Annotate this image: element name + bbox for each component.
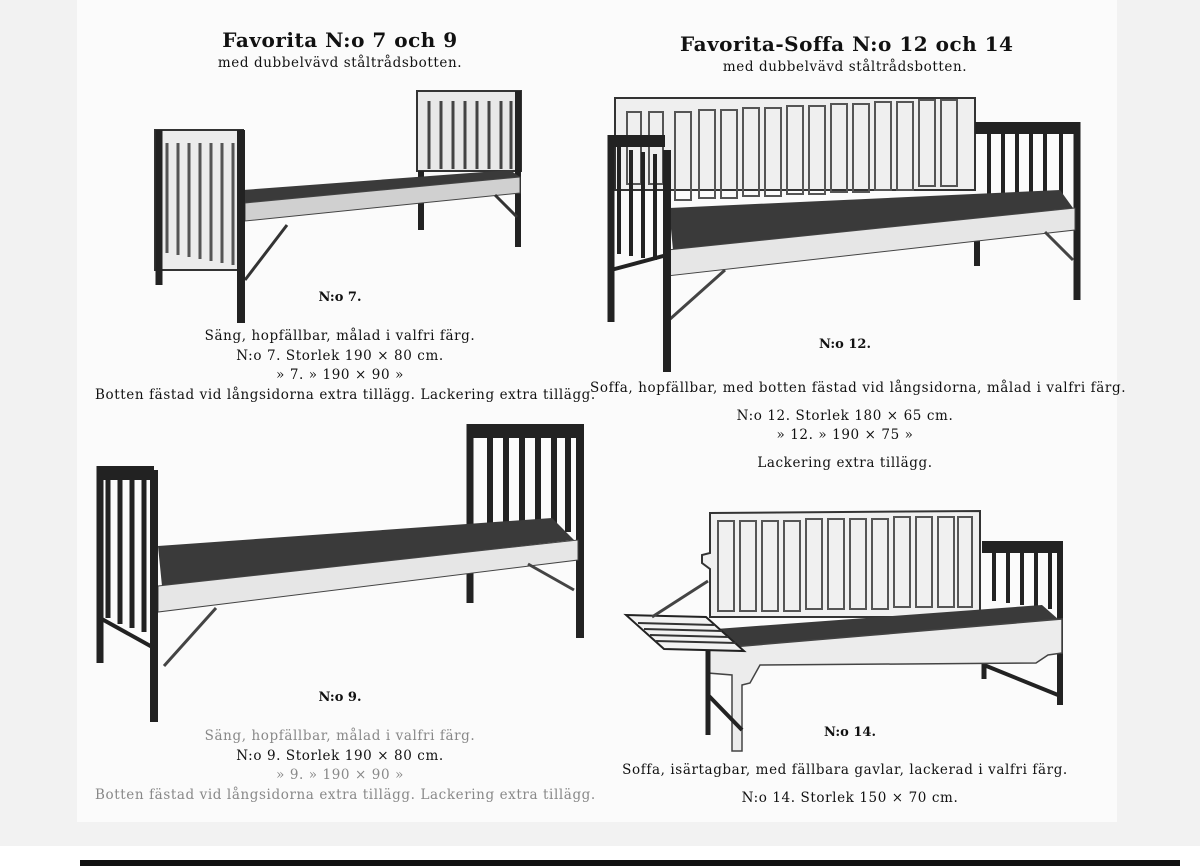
no9-size-1: N:o 9. Storlek 190 × 80 cm. [236,748,444,764]
right-subtitle: med dubbelvävd ståltrådsbotten. [722,59,968,75]
no7-description: Säng, hopfällbar, målad i valfri färg. [204,328,476,344]
no12-size-2: » 12. » 190 × 75 » [776,427,914,443]
left-subtitle: med dubbelvävd ståltrådsbotten. [217,55,463,71]
right-title: Favorita-Soffa N:o 12 och 14 [680,32,1014,56]
no12-description: Soffa, hopfällbar, med botten fästad vid långsidorna, målad i valfri färg. [590,380,1127,396]
no7-label: N:o 7. [318,290,362,305]
bed-no9-illustration [92,418,592,728]
left-title: Favorita N:o 7 och 9 [222,28,458,52]
no12-extra: Lackering extra tillägg. [757,455,933,471]
sofa-no14-illustration [622,505,1072,760]
no14-size-1: N:o 14. Storlek 150 × 70 cm. [741,790,959,806]
no9-description: Säng, hopfällbar, målad i valfri färg. [204,728,476,744]
no12-size-1: N:o 12. Storlek 180 × 65 cm. [736,408,954,424]
no14-description: Soffa, isärtagbar, med fällbara gavlar, lackerad i valfri färg. [622,762,1068,778]
no7-extra: Botten fästad vid långsidorna extra tillägg. Lackering extra tillägg. [95,387,596,403]
no14-label: N:o 14. [823,725,877,740]
no7-size-2: » 7. » 190 × 90 » [276,367,404,383]
no9-size-2: » 9. » 190 × 90 » [276,767,404,783]
no12-label: N:o 12. [818,337,872,352]
film-border [0,846,1200,866]
no9-label: N:o 9. [318,690,362,705]
no9-extra: Botten fästad vid långsidorna extra tillägg. Lackering extra tillägg. [95,787,596,803]
no7-size-1: N:o 7. Storlek 190 × 80 cm. [236,348,444,364]
